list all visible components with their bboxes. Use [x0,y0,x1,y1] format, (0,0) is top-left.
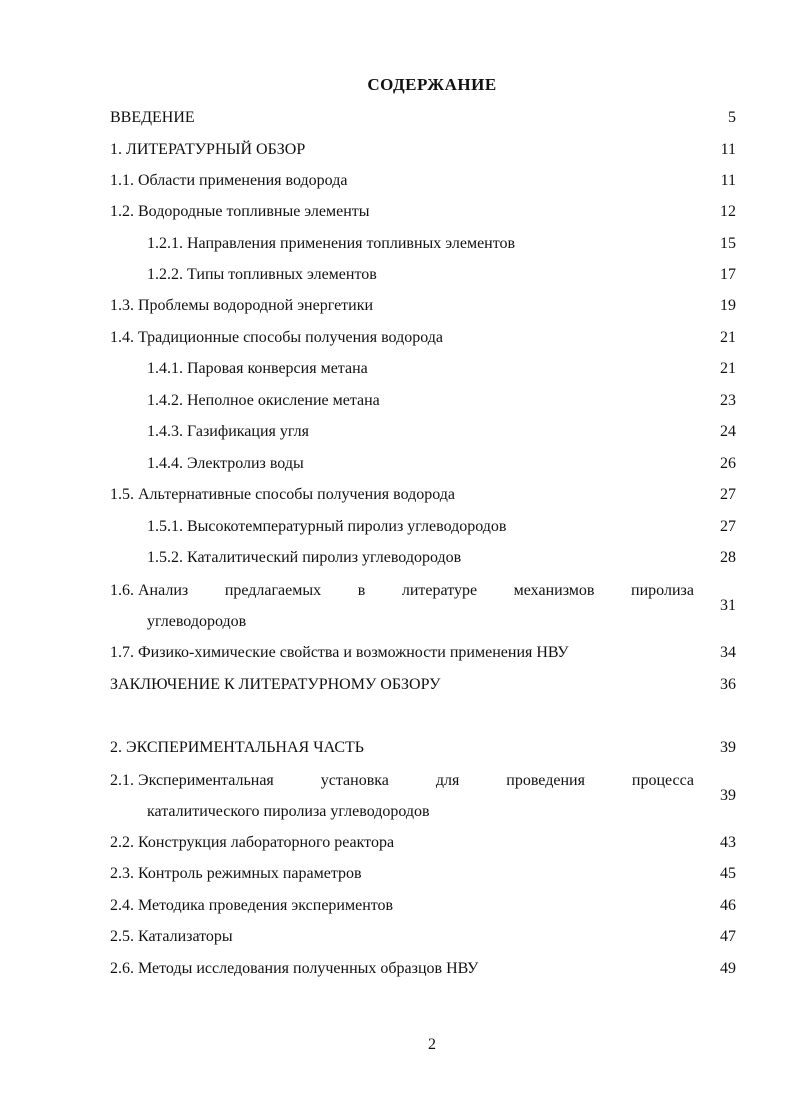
page-number: 2 [428,1036,436,1053]
toc-entry-title: 1.4.2. Неполное окисление метана [147,392,380,409]
toc-entry-page: 17 [720,266,736,283]
toc-entry-title [110,575,694,637]
toc-entry-page: 11 [720,141,736,158]
toc-entry-1 [110,134,736,165]
toc-entry-page: 27 [720,486,736,503]
toc-entry-1-1 [110,165,736,196]
toc-entry-page: 15 [720,235,736,252]
toc-entry-page: 36 [720,676,736,693]
toc-entry-page: 23 [720,392,736,409]
toc-entry-page: 26 [720,455,736,472]
toc-entry-title [110,765,694,827]
toc-entry-2-2 [110,827,736,858]
toc-entry-1-2 [110,196,736,227]
toc-entry-introduction [110,102,736,133]
toc-entry-page: 45 [720,865,736,882]
toc-entry-page: 28 [720,549,736,566]
toc-entry-page: 39 [720,739,736,756]
toc-entry-title: 2. ЭКСПЕРИМЕНТАЛЬНАЯ ЧАСТЬ [110,739,364,756]
toc-entry-title: 1.4. Традиционные способы получения водорода [110,329,443,346]
toc-entry-title: 1.2.1. Направления применения топливных элементов [147,235,516,252]
toc-entry-title: 1.2.2. Типы топливных элементов [147,266,377,283]
toc-entry-1-4-1 [110,353,736,384]
toc-entry-title: 1. ЛИТЕРАТУРНЫЙ ОБЗОР [110,141,306,158]
toc-word: 1.6. Анализ [110,582,189,599]
toc-entry-1-4-2 [110,385,736,416]
toc-word: литературе [401,582,478,599]
toc-entry-1-5-2 [110,542,736,573]
toc-entry-page: 21 [720,360,736,377]
toc-entry-2-3 [110,858,736,889]
toc-entry-title: 1.4.4. Электролиз воды [147,455,304,472]
toc-entry-title: 1.5.2. Каталитический пиролиз углеводородов [147,549,462,566]
toc-word: процесса [631,772,694,789]
toc-entry-page: 21 [720,329,736,346]
toc-entry-1-2-1 [110,228,736,259]
toc-entry-page: 39 [720,787,736,804]
toc-entry-page: 34 [720,644,736,661]
toc-entry-2 [110,732,736,763]
toc-entry-title: 2.4. Методика проведения экспериментов [110,897,394,914]
toc-entry-1-4-3 [110,416,736,447]
toc-entry-page: 24 [720,423,736,440]
toc-entry-title-line1 [110,765,694,796]
toc-entry-title: 2.2. Конструкция лабораторного реактора [110,834,395,851]
toc-word: 2.1. Экспериментальная [110,772,274,789]
toc-entry-title: 2.3. Контроль режимных параметров [110,865,362,882]
toc-entry-title: ВВЕДЕНИЕ [110,109,195,126]
toc-entry-1-5-1 [110,511,736,542]
toc-entry-title-line2: углеводородов [147,613,247,630]
toc-entry-page: 43 [720,834,736,851]
toc-entry-2-6 [110,953,736,984]
toc-entry-1-2-2 [110,259,736,290]
toc-entry-title: ЗАКЛЮЧЕНИЕ К ЛИТЕРАТУРНОМУ ОБЗОРУ [110,676,441,693]
toc-entry-title: 1.1. Области применения водорода [110,172,348,189]
toc-entry-2-1 [110,765,736,827]
toc-entry-literature-conclusion [110,669,736,700]
toc-word: установка [320,772,389,789]
toc-entry-title: 1.5. Альтернативные способы получения водорода [110,486,456,503]
toc-entry-title: 1.7. Физико-химические свойства и возможности применения НВУ [110,644,569,661]
toc-entry-title: 2.5. Катализаторы [110,928,233,945]
toc-entry-title: 1.2. Водородные топливные элементы [110,203,370,220]
toc-entry-page: 31 [720,597,736,614]
page-title: СОДЕРЖАНИЕ [367,75,497,94]
toc-entry-title: 1.4.3. Газификация угля [147,423,309,440]
toc-word: проведения [506,772,585,789]
toc-entry-page: 49 [720,960,736,977]
toc-entry-title: 1.5.1. Высокотемпературный пиролиз углеводородов [147,518,507,535]
toc-entry-2-4 [110,890,736,921]
toc-word: пиролиза [631,582,694,599]
toc-entry-page: 27 [720,518,736,535]
toc-entry-title-line1 [110,575,694,606]
toc-entry-1-4-4 [110,448,736,479]
toc-word: для [435,772,460,789]
toc-entry-title-line2: каталитического пиролиза углеводородов [147,803,430,820]
toc-entry-title: 2.6. Методы исследования полученных образцов НВУ [110,960,479,977]
toc-entry-2-5 [110,921,736,952]
toc-word: механизмов [513,582,595,599]
toc-entry-page: 12 [720,203,736,220]
toc-entry-1-3 [110,290,736,321]
toc-entry-title: 1.4.1. Паровая конверсия метана [147,360,368,377]
toc-entry-page: 5 [728,109,736,126]
toc-entry-page: 46 [720,897,736,914]
toc-entry-1-6 [110,575,736,637]
toc-entry-1-5 [110,479,736,510]
toc-word: в [357,582,366,599]
toc-entry-title: 1.3. Проблемы водородной энергетики [110,297,374,314]
toc-entry-page: 47 [720,928,736,945]
toc-word: предлагаемых [224,582,322,599]
toc-entry-page: 11 [720,172,736,189]
toc-entry-1-7 [110,637,736,668]
toc-entry-1-4 [110,322,736,353]
toc-entry-page: 19 [720,297,736,314]
